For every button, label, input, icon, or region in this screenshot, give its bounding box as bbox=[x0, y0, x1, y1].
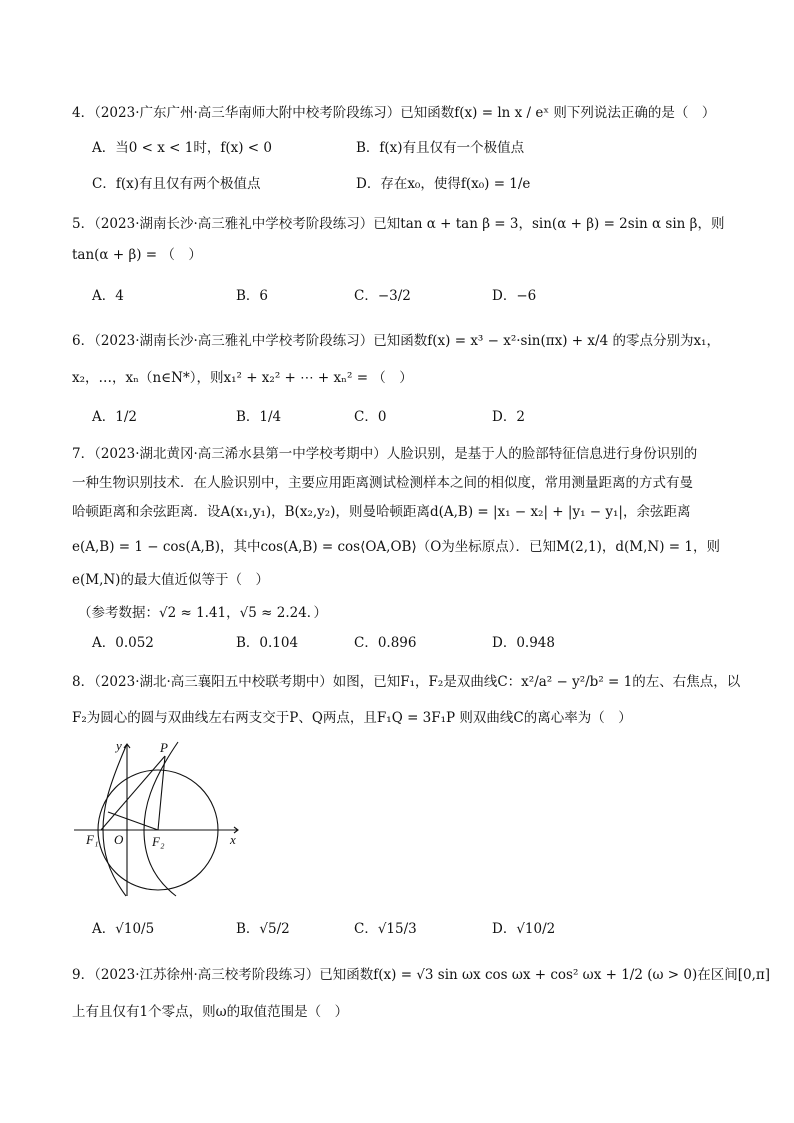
q8-option-c: C．√15/3 bbox=[354, 921, 417, 937]
q5-stem-line2: tan(α + β) = （ ） bbox=[72, 247, 202, 263]
point-f2-label: F₂ bbox=[152, 834, 165, 849]
q4-options-row2 bbox=[92, 173, 732, 195]
point-p-label: P bbox=[160, 740, 168, 755]
hyperbola-figure bbox=[68, 738, 248, 898]
hyperbola-left-branch bbox=[103, 746, 126, 896]
q7-options bbox=[92, 632, 732, 654]
q7-line3: 哈顿距离和余弦距离．设A(x₁,y₁)，B(x₂,y₂)，则曼哈顿距离d(A,B) = |x₁ − x₂| + |y₁ − y₁|，余弦距离 bbox=[72, 504, 691, 520]
q8-option-a: A．√10/5 bbox=[92, 921, 155, 937]
q6-option-d: D．2 bbox=[492, 409, 525, 425]
q4-options-row1 bbox=[92, 137, 732, 159]
point-f1-label: F₁ bbox=[86, 832, 99, 847]
q5-option-b: B．6 bbox=[236, 288, 269, 304]
q7-reference-data: （参考数据：√2 ≈ 1.41，√5 ≈ 2.24．） bbox=[78, 605, 328, 621]
x-axis-label: x bbox=[230, 832, 236, 847]
q9-line1: 9．（2023·江苏徐州·高三校考阶段练习）已知函数f(x) = √3 sin ωx cos ωx + cos² ωx + 1/2 (ω > 0)在区间[0,π] bbox=[72, 967, 771, 983]
q7-line4: e(A,B) = 1 − cos(A,B)，其中cos(A,B) = cos⟨OA,OB⟩（O为坐标原点）．已知M(2,1)，d(M,N) = 1，则 bbox=[72, 539, 720, 555]
q9-line2: 上有且仅有1个零点，则ω的取值范围是（ ） bbox=[72, 1004, 349, 1020]
q7-line5: e(M,N)的最大值近似等于（ ） bbox=[72, 572, 269, 588]
q7-line1: 7．（2023·湖北黄冈·高三浠水县第一中学校考期中）人脸识别，是基于人的脸部特征信息进行身份识别的 bbox=[72, 446, 698, 462]
line-q-f2 bbox=[108, 812, 158, 830]
q4-option-a: A．当0 < x < 1时，f(x) < 0 bbox=[92, 140, 272, 156]
q5-stem-line1: 5．（2023·湖南长沙·高三雅礼中学校考阶段练习）已知tan α + tan β = 3，sin(α + β) = 2sin α sin β，则 bbox=[72, 216, 725, 232]
q4-option-c: C．f(x)有且仅有两个极值点 bbox=[92, 176, 261, 192]
q5-option-a: A．4 bbox=[92, 288, 124, 304]
origin-label: O bbox=[114, 832, 124, 847]
q6-option-b: B．1/4 bbox=[236, 409, 282, 425]
q4-stem: 4．（2023·广东广州·高三华南师大附中校考阶段练习）已知函数f(x) = ln x / eˣ 则下列说法正确的是（ ） bbox=[72, 105, 716, 121]
q5-options bbox=[92, 285, 732, 307]
q5-option-c: C．−3/2 bbox=[354, 288, 411, 304]
q8-line1: 8．（2023·湖北·高三襄阳五中校联考期中）如图，已知F₁，F₂是双曲线C：x²/a² − y²/b² = 1的左、右焦点，以 bbox=[72, 674, 741, 690]
q8-option-b: B．√5/2 bbox=[236, 921, 290, 937]
q7-option-a: A．0.052 bbox=[92, 635, 154, 651]
q7-line2: 一种生物识别技术．在人脸识别中，主要应用距离测试检测样本之间的相似度，常用测量距离的方式有曼 bbox=[72, 475, 693, 491]
q8-options bbox=[92, 918, 732, 940]
y-axis-label: y bbox=[116, 738, 122, 753]
q6-option-a: A．1/2 bbox=[92, 409, 137, 425]
q7-option-b: B．0.104 bbox=[236, 635, 299, 651]
q8-option-d: D．√10/2 bbox=[492, 921, 556, 937]
q6-stem-line2: x₂，…，xₙ（n∈N*），则x₁² + x₂² + ⋯ + xₙ² = （ ） bbox=[72, 370, 413, 386]
q4-option-d: D．存在x₀，使得f(x₀) = 1/e bbox=[356, 176, 531, 192]
q7-option-d: D．0.948 bbox=[492, 635, 555, 651]
q5-option-d: D．−6 bbox=[492, 288, 537, 304]
q7-option-c: C．0.896 bbox=[354, 635, 417, 651]
q6-stem-line1: 6．（2023·湖南长沙·高三雅礼中学校考阶段练习）已知函数f(x) = x³ − x²·sin(πx) + x/4 的零点分别为x₁， bbox=[72, 333, 720, 349]
q6-option-c: C．0 bbox=[354, 409, 387, 425]
q8-line2: F₂为圆心的圆与双曲线左右两支交于P、Q两点，且F₁Q = 3F₁P 则双曲线C的离心率为（ ） bbox=[72, 710, 632, 726]
line-f2-p bbox=[158, 756, 165, 830]
q6-options bbox=[92, 406, 732, 428]
hyperbola-right-branch bbox=[144, 742, 178, 896]
q4-option-b: B．f(x)有且仅有一个极值点 bbox=[356, 140, 525, 156]
